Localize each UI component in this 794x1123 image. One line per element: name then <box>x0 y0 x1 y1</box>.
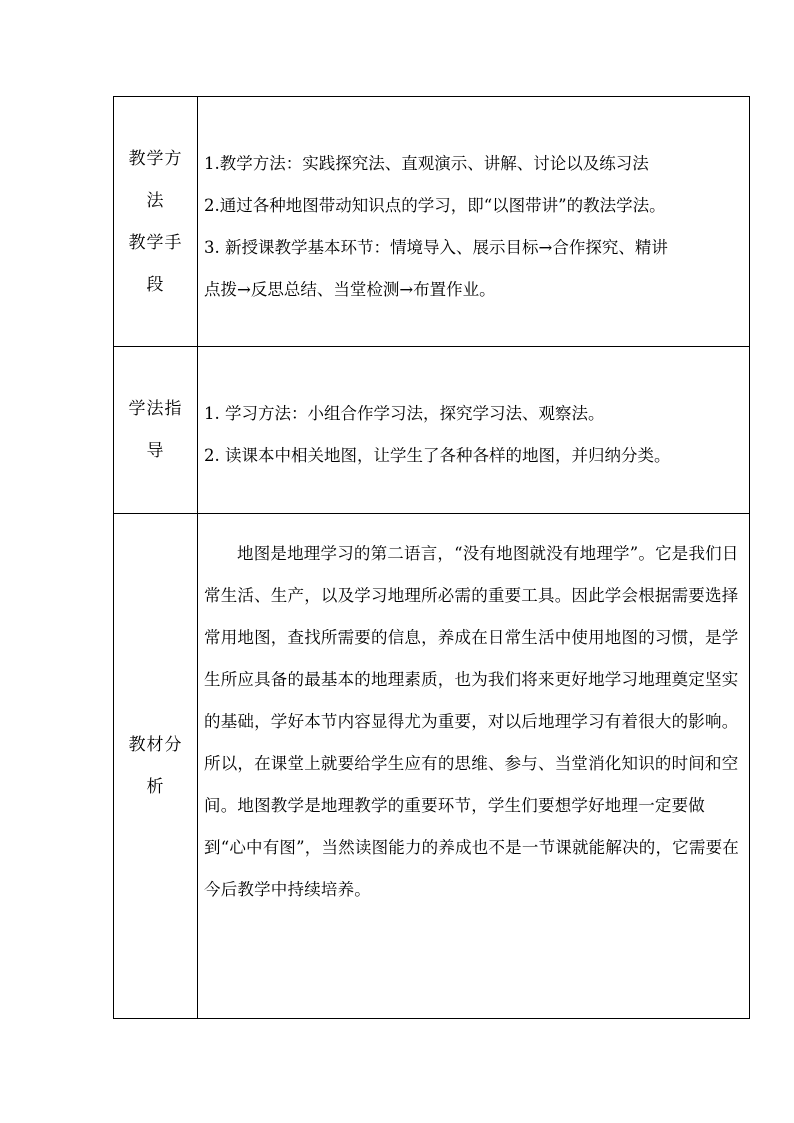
analysis-line: 根据需要选择常用地图，查找所需要的信息，养成在日常生活中使 <box>204 586 739 647</box>
lesson-plan-table <box>113 96 750 1019</box>
analysis-line: 来更好地学习地理奠定坚实的基础，学好本节内容显得尤为重要， <box>204 670 739 731</box>
analysis-label-line: 教材分 <box>128 735 183 755</box>
methods-label-line: 教学手 <box>128 232 183 253</box>
analysis-line: 的重要环节，学生们要想学好地理一定要做到“心中有图”，当然 <box>204 796 706 857</box>
study-label <box>125 388 187 472</box>
analysis-label-cell <box>114 514 198 1019</box>
study-item: 2. 读课本中相关地图，让学生了各种各样的地图，并归纳分类。 <box>204 446 671 465</box>
analysis-line: 对以后地理学习有着很大的影响。所以，在课堂上就要给学生应有 <box>204 712 739 773</box>
methods-label <box>125 138 187 306</box>
analysis-line: 用地图的习惯，是学生所应具备的最基本的地理素质，也为我们将 <box>204 628 739 689</box>
methods-item: 3. 新授课教学基本环节：情境导入、展示目标→合作探究、精讲 <box>204 238 668 257</box>
methods-item: 1.教学方法：实践探究法、直观演示、讲解、讨论以及练习法 <box>204 154 649 173</box>
methods-item: 点拨→反思总结、当堂检测→布置作业。 <box>204 280 496 299</box>
methods-content-cell <box>198 97 750 347</box>
study-label-line: 导 <box>146 441 165 461</box>
methods-label-line: 法 <box>146 190 165 211</box>
analysis-line: 地图是地理学习的第二语言，“没有地图就没有地理学”。它是 <box>237 544 689 563</box>
study-label-cell <box>114 347 198 514</box>
methods-item: 2.通过各种地图带动知识点的学习，即“以图带讲”的教法学法。 <box>204 196 666 215</box>
analysis-content-cell <box>198 514 750 1019</box>
table-row-methods <box>114 97 750 347</box>
study-content <box>198 347 749 477</box>
study-content-cell <box>198 347 750 514</box>
analysis-line: 读图能力的养成也不是一节课就能解决的，它需要在今后教学中持 <box>204 838 739 899</box>
methods-label-cell <box>114 97 198 347</box>
analysis-label <box>125 724 187 808</box>
methods-label-line: 教学方 <box>128 148 183 169</box>
table-row-analysis <box>114 514 750 1019</box>
analysis-line: 我们日常生活、生产，以及学习地理所必需的重要工具。因此学会 <box>204 544 739 605</box>
methods-content <box>198 97 749 311</box>
analysis-paragraph <box>198 514 749 911</box>
table-row-study <box>114 347 750 514</box>
analysis-line: 的思维、参与、当堂消化知识的时间和空间。地图教学是地理教学 <box>204 754 739 815</box>
analysis-label-line: 析 <box>146 777 165 797</box>
methods-label-line: 段 <box>146 274 165 295</box>
study-item: 1. 学习方法：小组合作学习法，探究学习法、观察法。 <box>204 404 605 423</box>
study-label-line: 学法指 <box>128 399 183 419</box>
analysis-line: 续培养。 <box>304 880 372 899</box>
